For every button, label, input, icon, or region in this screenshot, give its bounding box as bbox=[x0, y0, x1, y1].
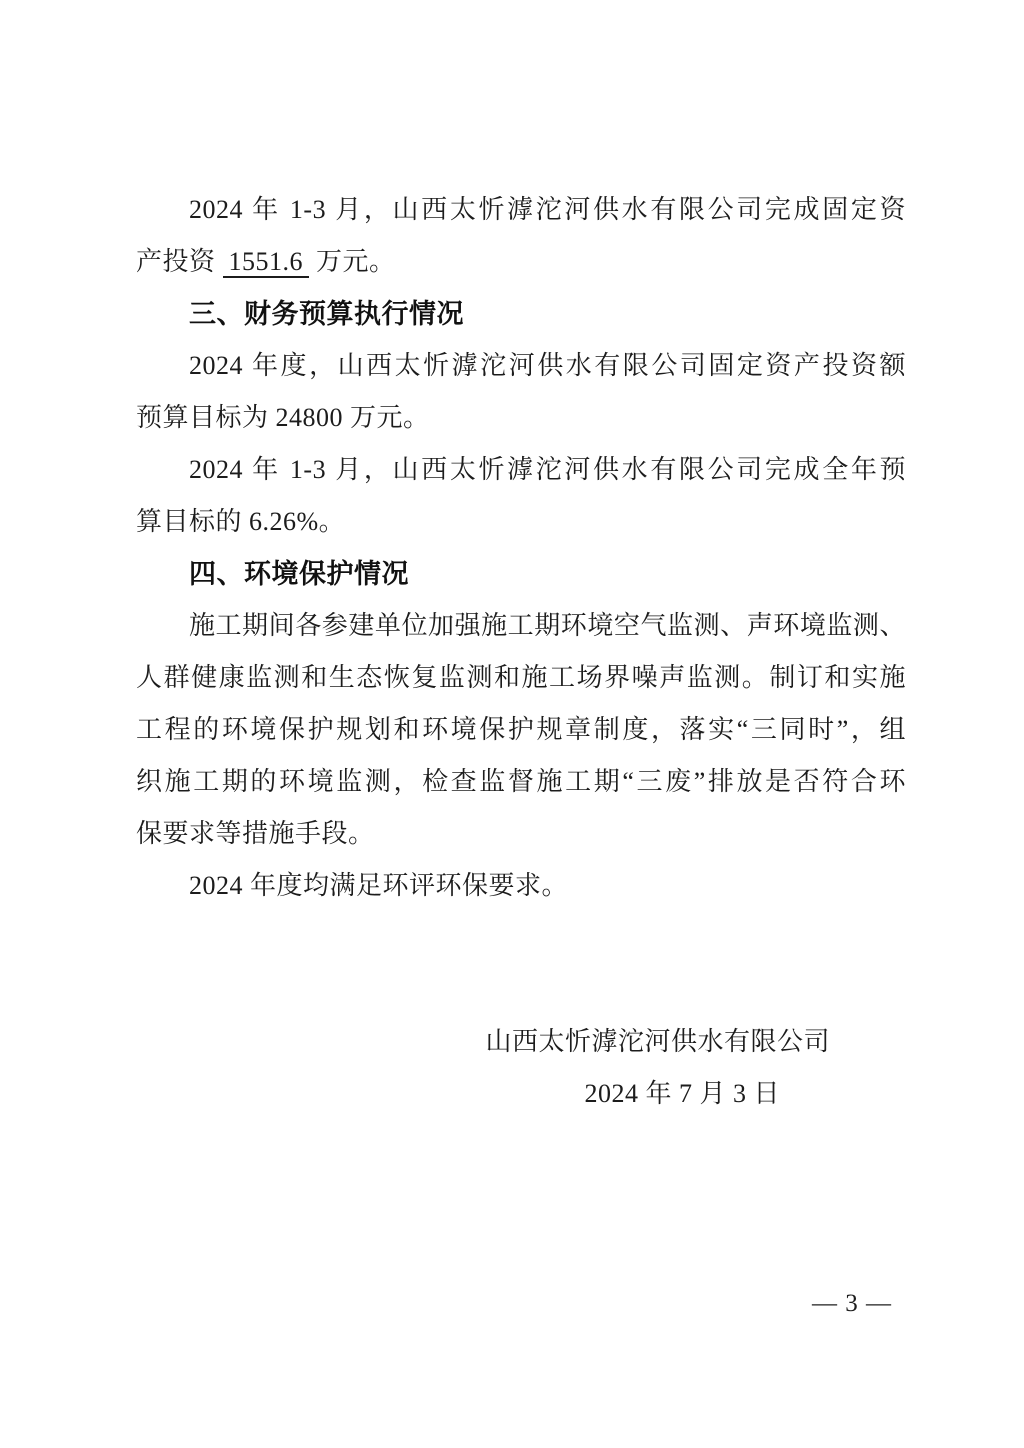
document-body bbox=[136, 184, 906, 1120]
underlined-investment-value: 1551.6 bbox=[223, 247, 310, 278]
para-investment-line-1: 2024 年 1-3 月，山西太忻滹沱河供水有限公司完成固定资 bbox=[189, 195, 906, 224]
para-environment-line-5: 保要求等措施手段。 bbox=[136, 819, 375, 848]
para-environment-line-4: 织施工期的环境监测，检查监督施工期“三废”排放是否符合环 bbox=[136, 767, 906, 796]
section-heading-environment: 四、环境保护情况 bbox=[189, 559, 409, 589]
para-budget-target-line-2: 预算目标为 24800 万元。 bbox=[136, 403, 430, 432]
signature-date: 2024 年 7 月 3 日 bbox=[584, 1079, 780, 1108]
para-budget-progress-line-2: 算目标的 6.26%。 bbox=[136, 507, 346, 536]
blank-line bbox=[136, 964, 906, 1016]
para-investment-line-2 bbox=[136, 236, 906, 288]
para-environment-line-3: 工程的环境保护规划和环境保护规章制度，落实“三同时”，组 bbox=[136, 715, 906, 744]
signature-company-name: 山西太忻滹沱河供水有限公司 bbox=[485, 1027, 830, 1056]
para-eia-compliance: 2024 年度均满足环评环保要求。 bbox=[189, 871, 569, 900]
blank-line bbox=[136, 912, 906, 964]
para-budget-target-line-1: 2024 年度，山西太忻滹沱河供水有限公司固定资产投资额 bbox=[189, 351, 906, 380]
para-environment-line-1: 施工期间各参建单位加强施工期环境空气监测、声环境监测、 bbox=[189, 611, 906, 640]
page-number: — 3 — bbox=[812, 1290, 892, 1317]
para-budget-progress-line-1: 2024 年 1-3 月，山西太忻滹沱河供水有限公司完成全年预 bbox=[189, 455, 906, 484]
section-heading-finance-budget: 三、财务预算执行情况 bbox=[189, 299, 464, 329]
para-investment-line-2-suffix: 万元。 bbox=[309, 247, 396, 276]
para-investment-line-2-prefix: 产投资 bbox=[136, 247, 223, 276]
para-environment-line-2: 人群健康监测和生态恢复监测和施工场界噪声监测。制订和实施 bbox=[136, 663, 906, 692]
